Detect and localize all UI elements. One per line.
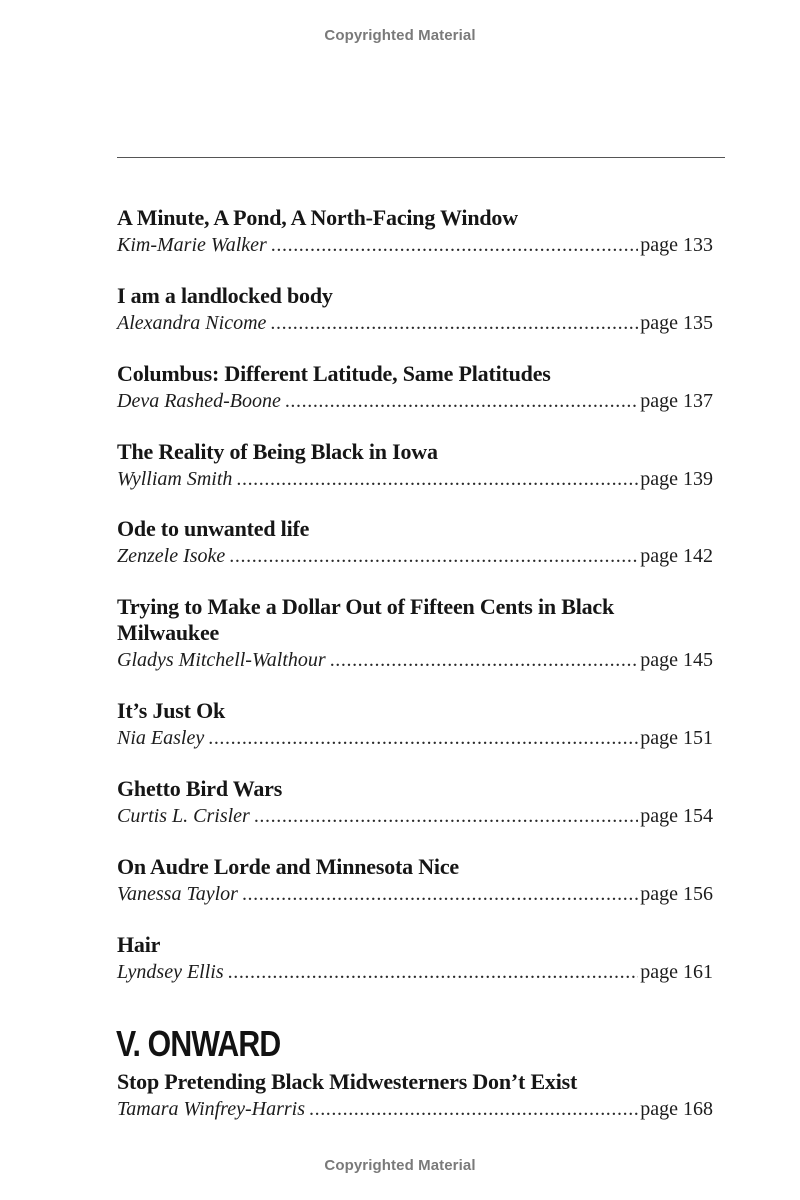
entry-line <box>117 802 713 830</box>
dot-leader <box>271 231 638 259</box>
entry-page-number: page 133 <box>640 234 713 256</box>
entry-title: Hair <box>117 932 161 957</box>
dot-leader <box>242 880 638 908</box>
toc-entry[interactable] <box>117 1069 713 1123</box>
entry-author: Alexandra Nicome <box>117 312 267 334</box>
entry-line <box>117 231 713 259</box>
toc-entry[interactable] <box>117 698 713 752</box>
toc-entry[interactable] <box>117 776 713 830</box>
entry-page-number: page 168 <box>640 1098 713 1120</box>
dot-leader <box>208 724 638 752</box>
entry-line <box>117 880 713 908</box>
entry-page-number: page 161 <box>640 961 713 983</box>
entry-page-number: page 142 <box>640 545 713 567</box>
entry-author: Tamara Winfrey-Harris <box>117 1098 305 1120</box>
entry-line <box>117 1095 713 1123</box>
entry-page-number: page 137 <box>640 390 713 412</box>
toc-entry[interactable] <box>117 205 713 259</box>
dot-leader <box>228 958 639 986</box>
entry-line <box>117 724 713 752</box>
entry-line <box>117 958 713 986</box>
header-rule <box>117 157 725 158</box>
toc-entry[interactable] <box>117 283 713 337</box>
dot-leader <box>229 542 638 570</box>
toc-entry[interactable] <box>117 516 713 570</box>
entry-author: Gladys Mitchell-Walthour <box>117 649 326 671</box>
entry-author: Curtis L. Crisler <box>117 805 250 827</box>
entry-title: It’s Just Ok <box>117 698 226 723</box>
entry-author: Vanessa Taylor <box>117 883 238 905</box>
entry-page-number: page 145 <box>640 649 713 671</box>
section-heading: V. ONWARD <box>116 1023 281 1064</box>
entry-page-number: page 154 <box>640 805 713 827</box>
toc-entry[interactable] <box>117 361 713 415</box>
toc-entry[interactable] <box>117 854 713 908</box>
toc-entry[interactable] <box>117 439 713 493</box>
dot-leader <box>330 646 639 674</box>
entry-title: Ode to unwanted life <box>117 516 310 541</box>
entry-author: Wylliam Smith <box>117 468 233 490</box>
entry-line <box>117 465 713 493</box>
entry-author: Deva Rashed-Boone <box>117 390 281 412</box>
entry-author: Kim-Marie Walker <box>117 234 267 256</box>
entry-line <box>117 387 713 415</box>
dot-leader <box>236 465 638 493</box>
copyright-watermark-top: Copyrighted Material <box>324 27 476 44</box>
entry-title: The Reality of Being Black in Iowa <box>117 439 438 464</box>
entry-title: Ghetto Bird Wars <box>117 776 283 801</box>
entry-line <box>117 309 713 337</box>
toc-entry[interactable] <box>117 594 713 674</box>
entry-author: Lyndsey Ellis <box>117 961 224 983</box>
entry-page-number: page 151 <box>640 727 713 749</box>
toc-entry[interactable] <box>117 932 713 986</box>
entry-author: Nia Easley <box>117 727 205 749</box>
entry-title: On Audre Lorde and Minnesota Nice <box>117 854 459 879</box>
entry-page-number: page 156 <box>640 883 713 905</box>
entry-title: Stop Pretending Black Midwesterners Don’t Exist <box>117 1069 578 1094</box>
entry-line <box>117 646 713 674</box>
dot-leader <box>270 309 638 337</box>
entry-title: I am a landlocked body <box>117 283 333 308</box>
dot-leader <box>254 802 638 830</box>
copyright-watermark-bottom: Copyrighted Material <box>324 1157 476 1174</box>
entry-page-number: page 135 <box>640 312 713 334</box>
dot-leader <box>285 387 638 415</box>
entry-title: A Minute, A Pond, A North-Facing Window <box>117 205 518 230</box>
entry-author: Zenzele Isoke <box>117 545 226 567</box>
entry-title: Trying to Make a Dollar Out of Fifteen Cents in Black Milwaukee <box>117 594 615 645</box>
entry-line <box>117 542 713 570</box>
entry-page-number: page 139 <box>640 468 713 490</box>
dot-leader <box>309 1095 638 1123</box>
entry-title: Columbus: Different Latitude, Same Platitudes <box>117 361 551 386</box>
